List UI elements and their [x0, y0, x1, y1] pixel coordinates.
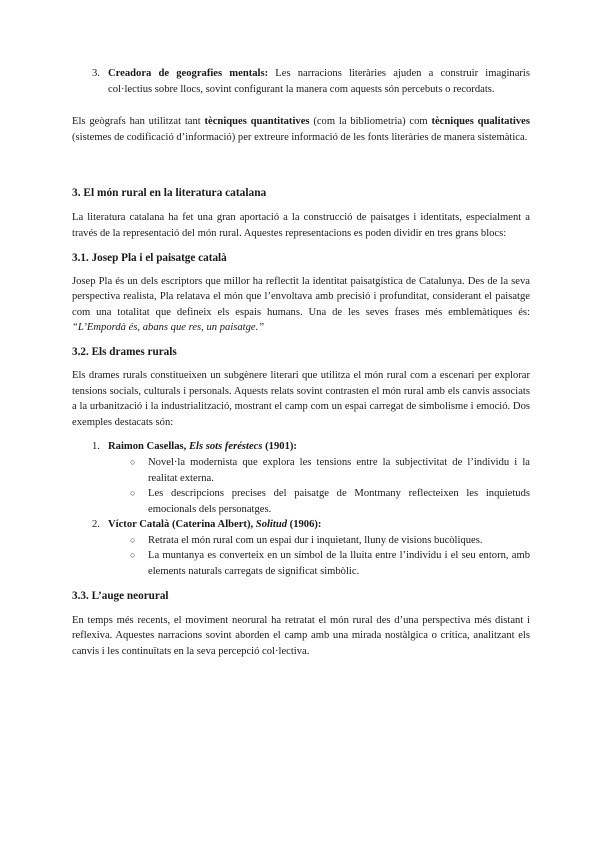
bold-term-qualitative: tècniques qualitatives	[431, 116, 530, 128]
circle-bullet-icon: ○	[130, 456, 136, 467]
section-3-intro: La literatura catalana ha fet una gran aportació a la construcció de paisatges i identitats, especialment a través de la representació del món rural. Aquestes representacions es poden dividir en tres grans blocs:	[72, 212, 530, 239]
list-number: 1.	[92, 441, 100, 453]
bullet-text: Les descripcions precises del paisatge de Montmany reflecteixen les inquietuds emocionals dels personatges.	[148, 488, 530, 515]
list-number: 3.	[92, 68, 100, 79]
document-page	[72, 66, 530, 659]
section-3-2-text: Els drames rurals constitueixen un subgènere literari que utilitza el món rural com a escenari per explorar tensions socials, culturals i personals. Aquests relats sovint contrasten el món rural amb els canvis associats a la urbanització i la industrialització, mostrant el camp com un espai carregat de simbolisme i emoció. Dos exemples destacats són:	[72, 369, 530, 428]
section-3-1-text	[72, 274, 530, 336]
list-item	[72, 548, 530, 579]
list-item	[72, 486, 530, 517]
example-work-title: Els sots feréstecs	[188, 441, 263, 453]
circle-bullet-icon: ○	[130, 550, 136, 561]
text-span: (com la bibliometria) com	[309, 116, 432, 128]
list-number: 2.	[92, 519, 100, 531]
section-3-3-heading: 3.3. L’auge neorural	[72, 589, 169, 602]
section-3-1-heading: 3.1. Josep Pla i el paisatge català	[72, 251, 227, 264]
example-work-title: Solitud	[255, 519, 288, 531]
example-author: Raimon Casellas,	[108, 441, 189, 453]
example-item-2	[72, 517, 530, 533]
section-3-2-heading: 3.2. Els drames rurals	[72, 345, 177, 358]
example-year: (1906):	[287, 519, 322, 531]
circle-bullet-icon: ○	[130, 534, 136, 545]
circle-bullet-icon: ○	[130, 488, 136, 499]
example-year: (1901):	[262, 441, 297, 453]
list-item-3	[72, 66, 530, 97]
text-span: (sistemes de codificació d’informació) per extreure informació de les fonts literàries de manera sistemàtica.	[72, 131, 528, 143]
text-span: Els geògrafs han utilitzat tant	[72, 116, 205, 128]
list-item	[72, 455, 530, 486]
example-item-1	[72, 439, 530, 455]
bold-term-quantitative: tècniques quantitatives	[204, 116, 310, 128]
list-item	[72, 533, 530, 549]
example-author: Víctor Català (Caterina Albert),	[108, 519, 256, 531]
examples-list	[72, 439, 530, 579]
bullet-text: Novel·la modernista que explora les tensions entre la subjectivitat de l’individu i la realitat externa.	[148, 456, 530, 484]
list-item-text: Les narracions literàries ajuden a construir imaginaris col·lectius sobre llocs, sovint configurant la manera com aquests són percebuts o recordats.	[108, 68, 530, 95]
text-span: Josep Pla és un dels escriptors que millor ha reflectit la identitat paisatgística de Catalunya. Des de la seva perspectiva realista, Pla relatava el món que l’envoltava amb precisió i profunditat, considerant el paisatge com una totalitat que defineix els espais humans. Una de les seves frases més emblemàtiques és:	[72, 275, 530, 318]
bullet-text: La muntanya es converteix en un símbol de la lluita entre l’individu i el seu entorn, amb elements naturals carregats de significat simbòlic.	[148, 550, 530, 578]
bullet-text: Retrata el món rural com un espai dur i inquietant, lluny de visions bucòliques.	[148, 534, 483, 546]
paragraph-geographers	[72, 114, 530, 145]
section-3-heading: 3. El món rural en la literatura catalana	[72, 187, 267, 200]
pla-quote: “L’Empordà és, abans que res, un paisatge.”	[72, 322, 265, 334]
list-item-title: Creadora de geografies mentals:	[108, 68, 269, 79]
section-3-3-text: En temps més recents, el moviment neorural ha retratat el món rural des d’una perspectiva més distant i reflexiva. Aquestes narracions sovint aborden el camp amb una mirada nostàlgica o crítica, analitzant els canvis i les continuïtats en la seva percepció col·lectiva.	[72, 614, 530, 657]
